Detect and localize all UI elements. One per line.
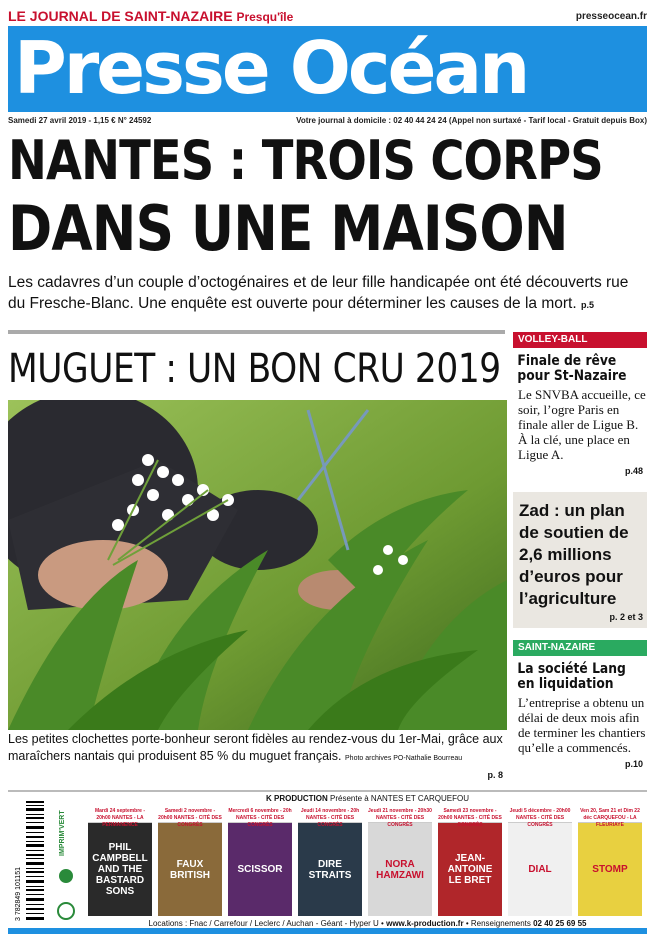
top-bar xyxy=(8,6,647,26)
poster-image: DIRE STRAITS xyxy=(298,823,362,916)
muguet-title: MUGUET : UN BON CRU 2019 xyxy=(8,346,501,392)
poster-image: DIAL xyxy=(508,823,572,916)
page-ref: p.48 xyxy=(624,466,643,476)
concert-poster[interactable] xyxy=(88,808,152,916)
concert-poster[interactable] xyxy=(578,808,642,916)
photo-credit: Photo archives PO-Nathalie Bourreau xyxy=(345,755,463,762)
concert-poster[interactable] xyxy=(228,808,292,916)
poster-list xyxy=(88,808,647,916)
subscription-info: Votre journal à domicile : 02 40 44 24 24 (Appel non surtaxé - Tarif local - Gratuit depuis Box) xyxy=(296,116,647,125)
divider xyxy=(8,330,505,334)
imprim-vert-logo xyxy=(52,796,82,926)
page-ref: p.10 xyxy=(624,759,643,769)
headline-lead: Les cadavres d’un couple d’octogénaires et de leur fille handicapée ont été découverts rue du Fresche-Blanc. Une enquête est ouverte pour déterminer les causes de la mort. p.5 xyxy=(8,274,629,312)
barcode-number: 3 782849 101151 xyxy=(15,867,22,921)
muguet-photo xyxy=(8,400,507,730)
main-headline-line2: DANS UNE MAISON xyxy=(8,192,568,265)
poster-date: Jeudi 14 novembre - 20h NANTES - CITÉ DES CONGRÈS xyxy=(298,808,362,823)
site-link[interactable]: presseocean.fr xyxy=(575,10,647,22)
poster-image: SCISSOR xyxy=(228,823,292,916)
poster-date: Samedi 2 novembre - 20h00 NANTES - CITÉ DES CONGRÈS xyxy=(158,808,222,828)
article-title[interactable]: La société Lang en liquidation xyxy=(517,661,626,692)
sidebar-zad xyxy=(513,492,647,628)
poster-date: Mardi 24 septembre - 20h00 NANTES - LA PERMANENCE xyxy=(88,808,152,823)
poster-date: Samedi 23 novembre - 20h00 NANTES - CITÉ DES CONGRÈS xyxy=(438,808,502,828)
journal-label: LE JOURNAL DE SAINT-NAZAIRE Presqu'île xyxy=(8,8,294,24)
section-tag: SAINT-NAZAIRE xyxy=(513,640,647,656)
masthead-title: Presse Océan xyxy=(14,26,528,110)
poster-image: NORA HAMZAWI xyxy=(368,823,432,916)
page-ref: p.5 xyxy=(580,300,594,310)
bottom-rule xyxy=(8,928,647,934)
poster-date: Mercredi 6 novembre - 20h NANTES - CITÉ DES CONGRÈS xyxy=(228,808,292,828)
photo-caption: Les petites clochettes porte-bonheur seront fidèles au rendez-vous du 1er-Mai, grâce aux maraîchers nantais qui produisent 85 % du muguet français. Photo archives PO-Nathalie Bourreau p. 8 xyxy=(8,731,507,767)
poster-date: Ven 20, Sam 21 et Dim 22 déc CARQUEFOU - LA FLEURIAYE xyxy=(578,808,642,823)
issue-date: Samedi 27 avril 2019 - 1,15 € N° 24592 xyxy=(8,116,152,125)
article-title[interactable]: Finale de rêve pour St-Nazaire xyxy=(517,353,627,384)
poster-date: Jeudi 5 décembre - 20h00 NANTES - CITÉ DES CONGRÈS xyxy=(509,808,571,828)
page-ref: p. 2 et 3 xyxy=(609,612,643,622)
ad-footer: Locations : Fnac / Carrefour / Leclerc / Auchan - Géant - Hyper U • www.k-production.fr • Renseignements 02 40 25 69 55 xyxy=(148,919,587,928)
k-production-ad xyxy=(88,794,647,928)
sidebar-saint-nazaire xyxy=(513,640,647,769)
article-text: Le SNVBA accueille, ce soir, l’ogre Paris en finale aller de Ligue B. À la clé, une place en Ligue A. xyxy=(518,387,646,462)
concert-poster[interactable] xyxy=(368,808,432,916)
dateline xyxy=(8,116,647,125)
barcode xyxy=(10,796,48,926)
poster-image: JEAN-ANTOINE LE BRET xyxy=(438,823,502,916)
concert-poster[interactable] xyxy=(438,808,502,916)
recycle-icon xyxy=(58,903,74,919)
main-headline-line1: NANTES : TROIS CORPS xyxy=(8,129,603,192)
poster-image: PHIL CAMPBELL AND THE BASTARD SONS xyxy=(88,823,152,916)
concert-poster[interactable] xyxy=(298,808,362,916)
masthead xyxy=(8,26,647,112)
poster-date: Jeudi 21 novembre - 20h30 NANTES - CITÉ DES CONGRÈS xyxy=(368,808,432,828)
imprim-label: IMPRIM'VERT xyxy=(59,810,66,856)
article-title[interactable]: Zad : un plan de soutien de 2,6 millions d’euros pour l’agriculture xyxy=(519,501,629,608)
concert-poster[interactable] xyxy=(508,808,572,916)
page-ref: p. 8 xyxy=(487,770,503,780)
poster-image: FAUX BRITISH xyxy=(158,823,222,916)
article-text: L’entreprise a obtenu un délai de deux mois afin de terminer les chantiers qu’elle a commencés. xyxy=(518,695,646,755)
poster-image: STOMP xyxy=(578,823,642,916)
sidebar-volley xyxy=(513,332,647,476)
concert-poster[interactable] xyxy=(158,808,222,916)
ad-header: K PRODUCTION Présente à NANTES ET CARQUEFOU xyxy=(265,794,469,803)
leaf-icon xyxy=(59,869,73,883)
section-tag: VOLLEY-BALL xyxy=(513,332,647,348)
